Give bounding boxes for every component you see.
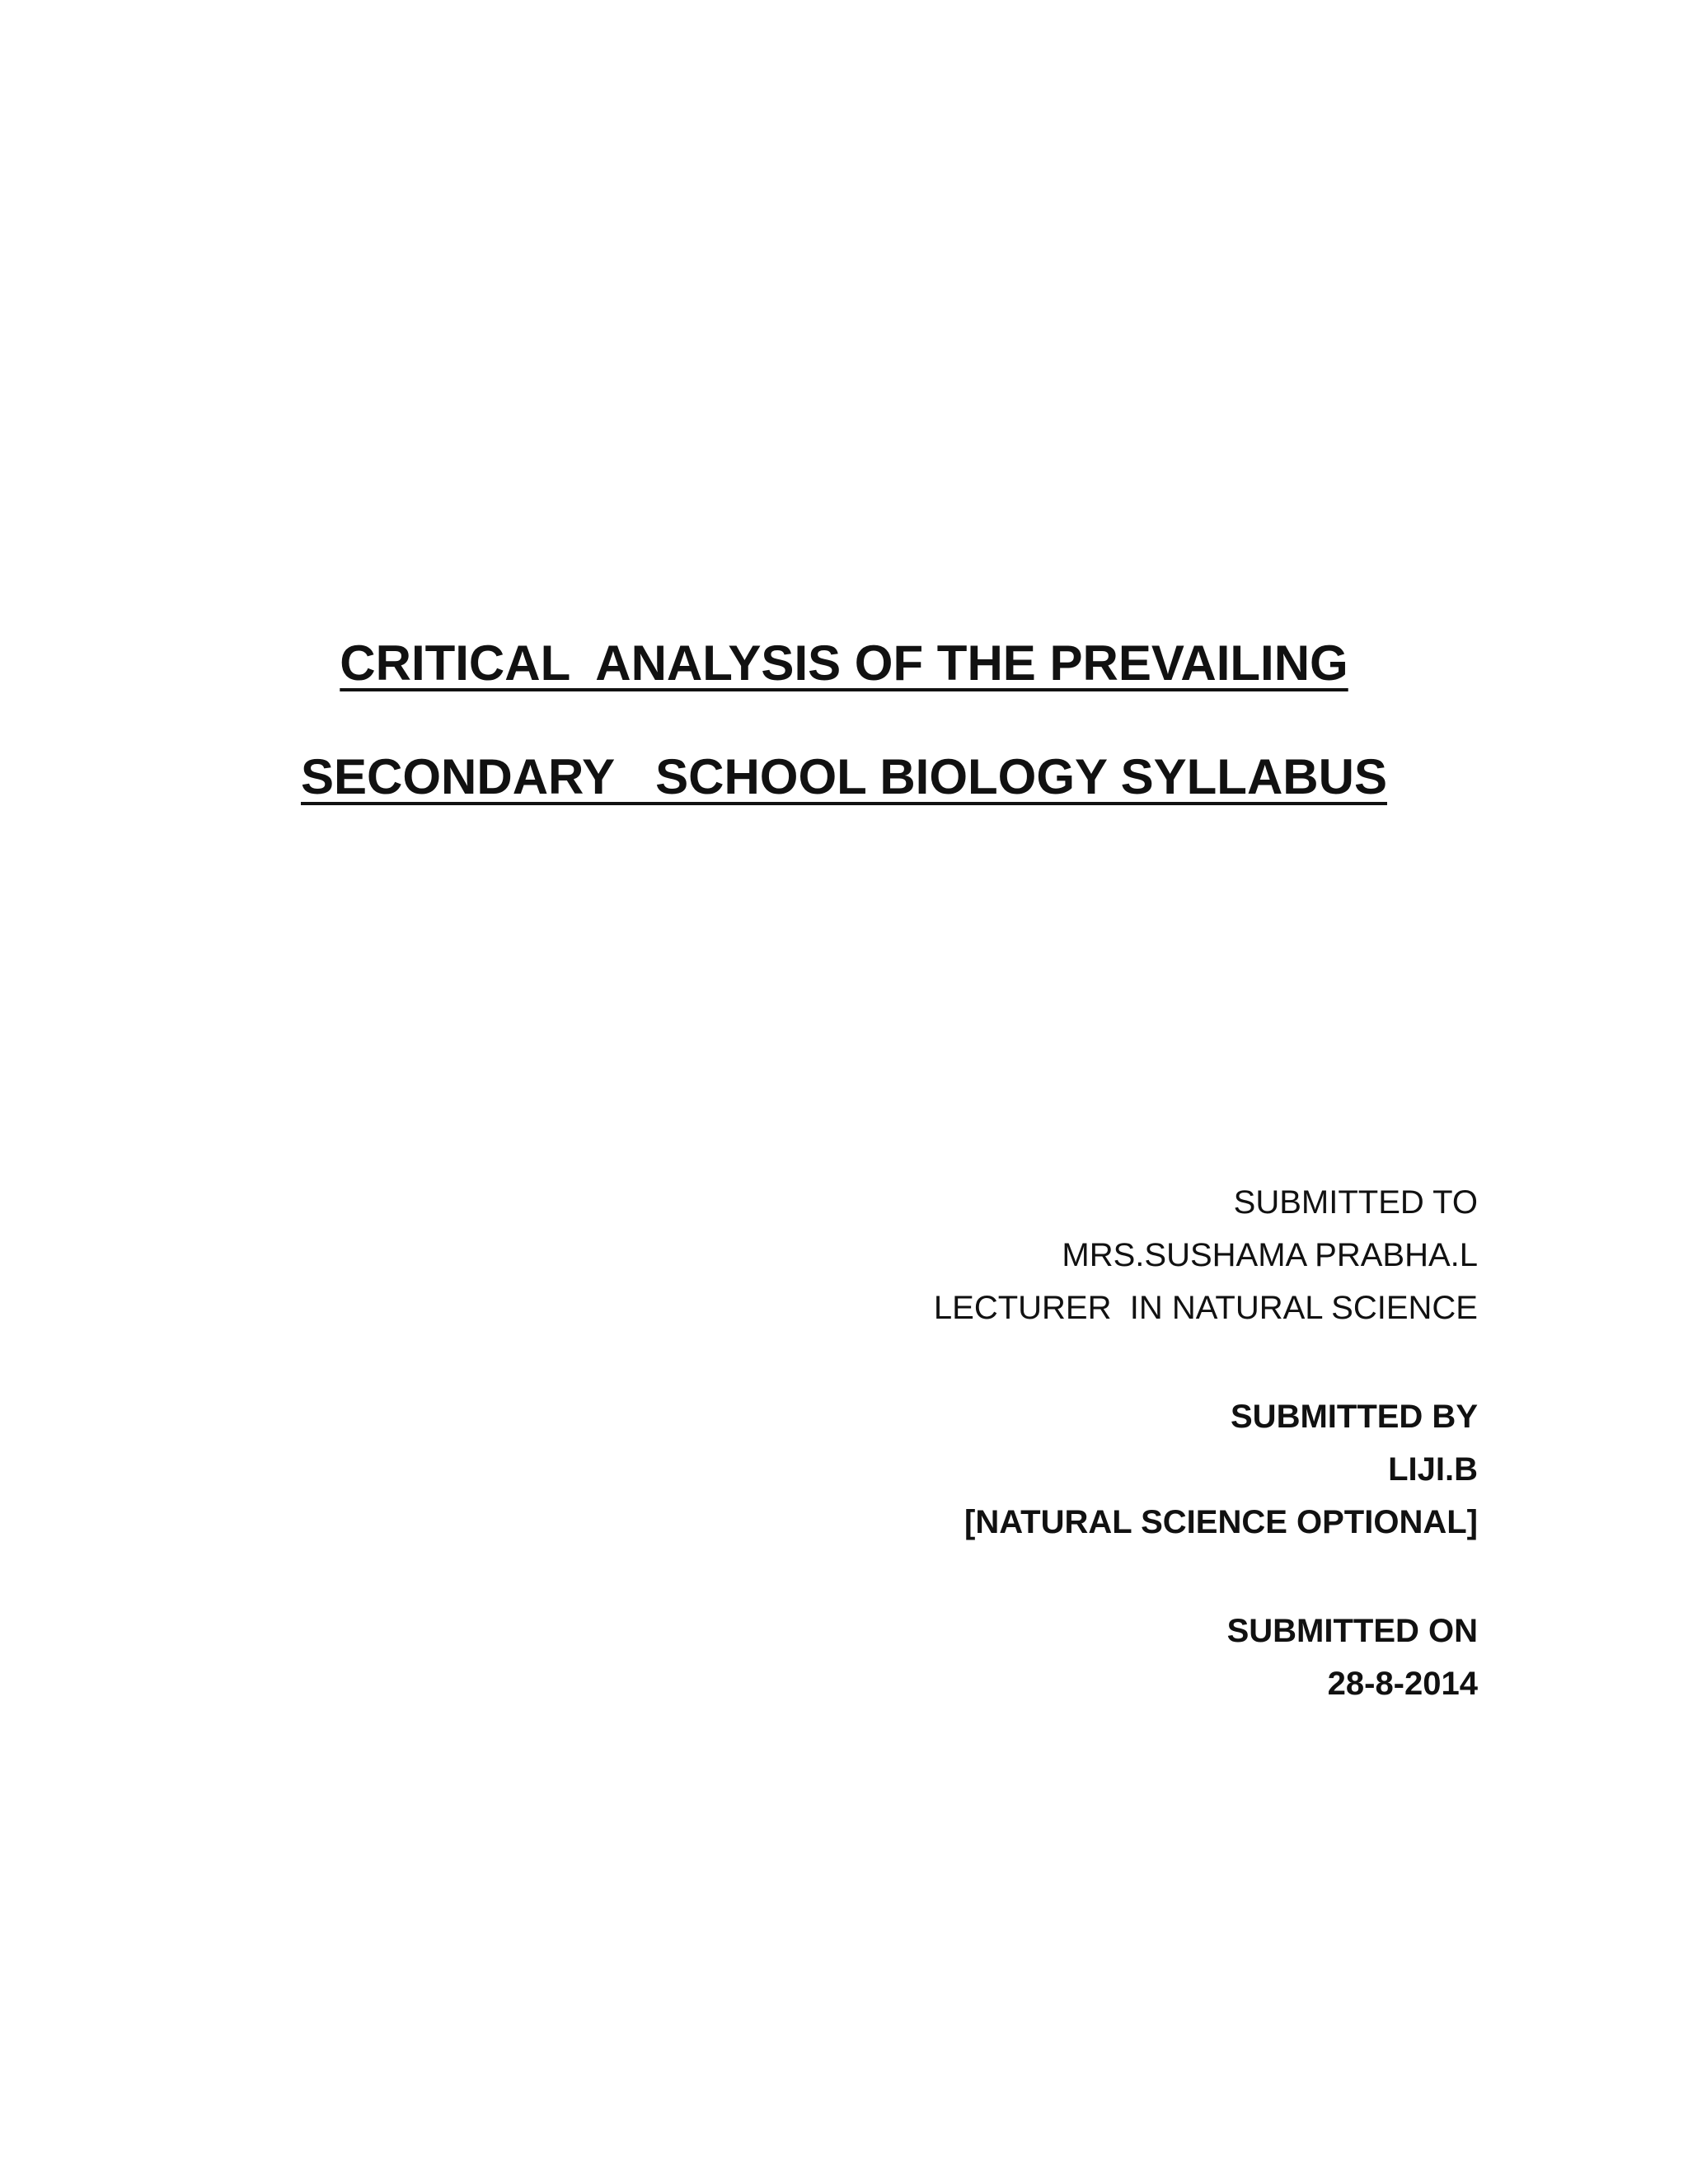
submission-info [934,1176,1478,1710]
submitted-by-name: LIJI.B [1388,1451,1478,1488]
submitted-to-name: MRS.SUSHAMA PRABHA.L [1062,1237,1478,1273]
title-line-2-text: SECONDARY SCHOOL BIOLOGY SYLLABUS [301,749,1387,804]
spacer [934,1549,1478,1605]
submitted-to-designation: LECTURER IN NATURAL SCIENCE [933,1290,1478,1326]
submitted-on-heading: SUBMITTED ON [1226,1613,1478,1649]
document-title [0,635,1688,806]
submitted-by-heading: SUBMITTED BY [1231,1399,1478,1435]
title-line-2 [0,748,1688,806]
spacer [934,1334,1478,1390]
submitted-on-date: 28-8-2014 [1327,1666,1478,1702]
title-line-1-text: CRITICAL ANALYSIS OF THE PREVAILING [340,635,1348,691]
title-line-1 [0,635,1688,692]
submitted-to-heading: SUBMITTED TO [1233,1184,1478,1221]
submitted-by-course: [NATURAL SCIENCE OPTIONAL] [964,1504,1478,1540]
